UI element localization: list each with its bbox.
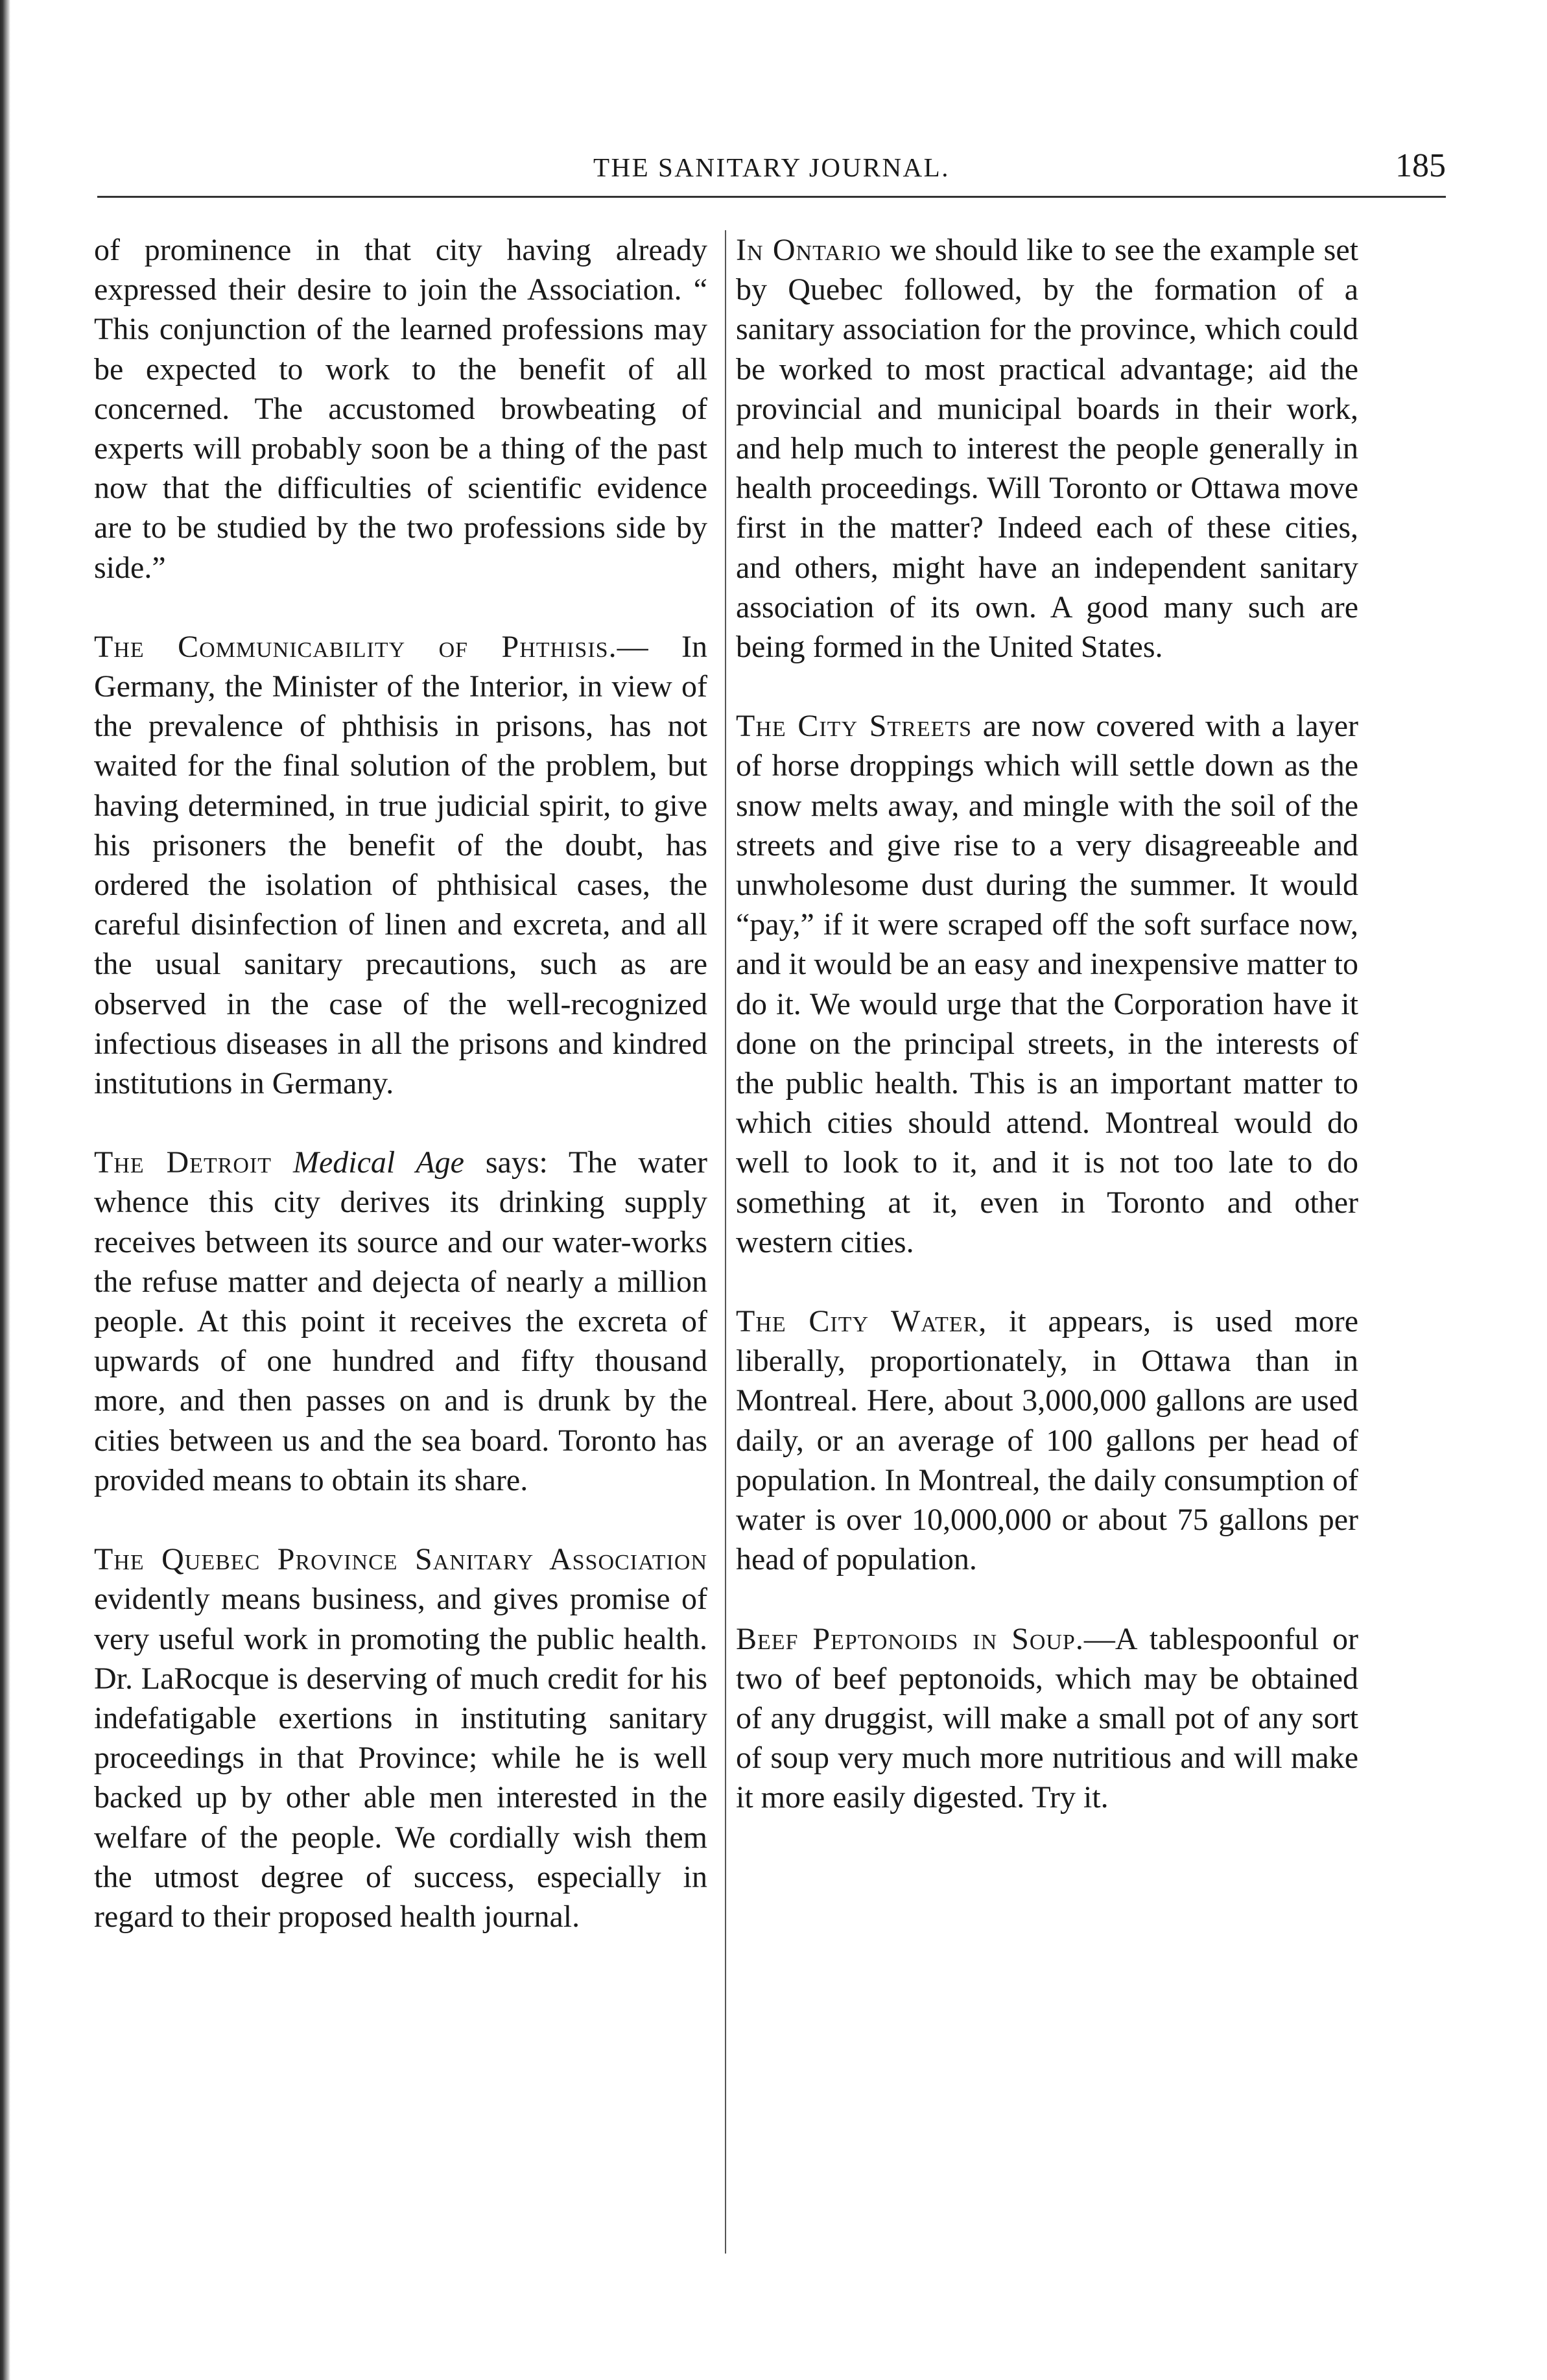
paragraph-heading: The City Water,	[736, 1304, 987, 1339]
right-column	[736, 230, 1358, 1857]
paragraph-text: we should like to see the example set by Quebec followed, by the formation of a sanitary association for the province, which could be worked to most practical advantage; aid the provincial and municipal boards in their work, and help much to interest the people generally in health proceedings. Will Toronto or Ottawa move first in the matter? Indeed each of these cities, and others, might have an independent sanitary association of its own. A good many such are being formed in the United States.	[736, 233, 1358, 665]
paragraph-text: In Germany, the Minister of the Interior, in view of the prevalence of phthisis in prisons, has not waited for the final solution of the problem, but having determined, in true judicial spirit, to give his prisoners the benefit of the doubt, has ordered the isolation of phthisical cases, the careful disinfection of linen and excreta, and all the usual sanitary precautions, such as are observed in the case of the well-recognized infectious diseases in all the prisons and kindred institutions in Germany.	[94, 629, 708, 1101]
page-number: 185	[1395, 147, 1446, 184]
running-head	[97, 145, 1446, 191]
paragraph-phthisis	[94, 627, 707, 1103]
left-column	[94, 230, 707, 1976]
paragraph-heading: The Detroit	[94, 1145, 272, 1180]
paragraph-text: of prominence in that city having already expressed their desire to join the Association. “ This conjunction of the learned professions may be expected to work to the benefit of all concerned. The accustomed browbeating of experts will probably soon be a thing of the past now that the difficulties of scientific evidence are to be studied by the two professions side by side.”	[94, 233, 707, 585]
paragraph-text: it appears, is used more liberally, proportionately, in Ottawa than in Montreal. Here, about 3,000,000 gallons are used daily, or an average of 100 gallons per head of population. In Montreal, the daily consumption of water is over 10,000,000 or about 75 gallons per head of population.	[736, 1304, 1358, 1577]
paragraph-quebec-association	[94, 1540, 707, 1936]
paragraph-heading: The Communicability of Phthisis.—	[94, 629, 649, 664]
paragraph-city-streets	[736, 706, 1358, 1262]
paragraph-ontario	[736, 230, 1358, 667]
paragraph-text: says: The water whence this city derives its drinking supply receives between its source and our water-works the refuse matter and dejecta of nearly a million people. At this point it receives the excreta of upwards of one hundred and fifty thousand more, and then passes on and is drunk by the cities between us and the sea board. Toronto has provided means to obtain its share.	[94, 1145, 707, 1497]
paragraph-text: are now covered with a layer of horse droppings which will settle down as the snow melts away, and mingle with the soil of the streets and give rise to a very disagreeable and unwholesome dust during the summer. It would “pay,” if it were scraped off the soft surface now, and it would be an easy and inexpensive matter to do it. We would urge that the Corporation have it done on the principal streets, in the interests of the public health. This is an important matter to which cities should attend. Montreal would do well to look to it, and it is not too late to do something at it, even in Toronto and other western cities.	[736, 709, 1358, 1259]
column-divider	[725, 230, 726, 2254]
paragraph-text: —A tablespoonful or two of beef peptonoids, which may be obtained of any druggist, will make a small pot of any sort of soup very much more nutritious and will make it more easily digested. Try it.	[736, 1621, 1358, 1815]
paragraph-heading: In Ontario	[736, 233, 882, 267]
paragraph-detroit	[94, 1143, 707, 1500]
paragraph-city-water	[736, 1302, 1358, 1579]
paragraph-beef-peptonoids	[736, 1619, 1358, 1818]
paragraph-heading: The Quebec Province Sanitary Association	[94, 1542, 707, 1577]
publication-title: Medical Age	[292, 1145, 464, 1180]
binding-edge	[0, 0, 10, 2380]
paragraph-text: evidently means business, and gives promise of very useful work in promoting the public health. Dr. LaRocque is deserving of much credit for his indefatigable exertions in instituting sanitary proceedings in that Province; while he is well backed up by other able men interested in the welfare of the people. We cordially wish them the utmost degree of success, especially in regard to their proposed health journal.	[94, 1582, 707, 1934]
header-rule	[97, 196, 1446, 198]
running-title: THE SANITARY JOURNAL.	[593, 152, 950, 182]
paragraph-heading: The City Streets	[736, 709, 973, 744]
paragraph-heading: Beef Peptonoids in Soup.	[736, 1621, 1084, 1656]
paragraph-association-continued	[94, 230, 707, 588]
